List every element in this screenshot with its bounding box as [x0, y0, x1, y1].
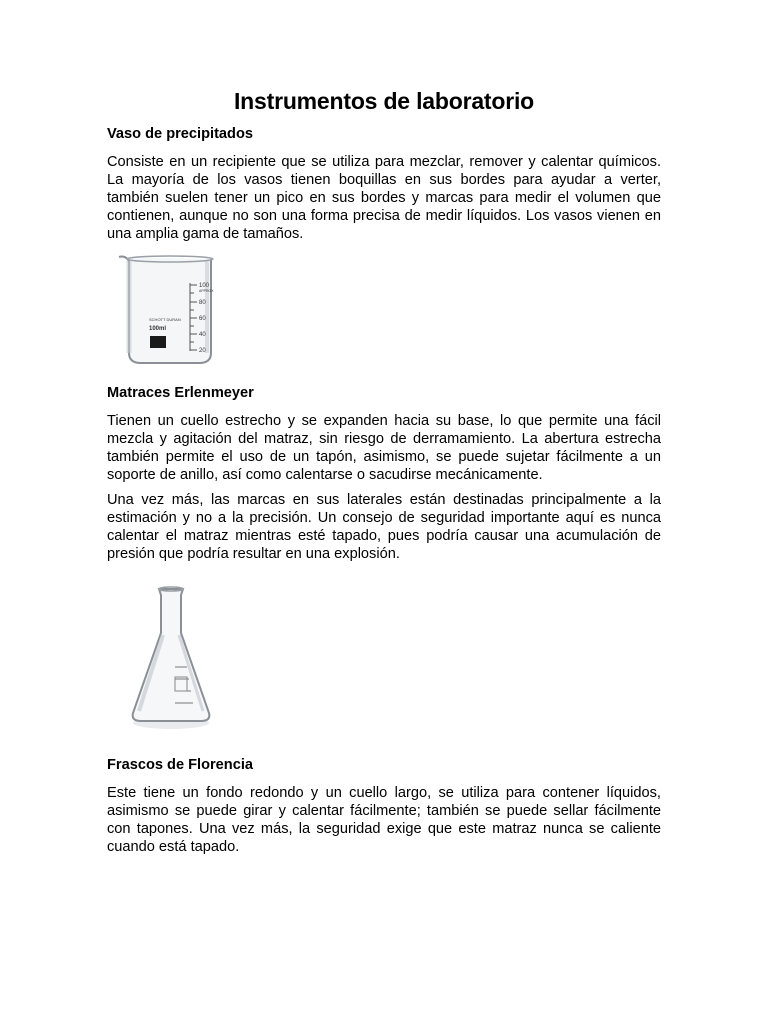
scale-label-40: 40: [199, 332, 206, 338]
beaker-icon: [115, 253, 223, 365]
brand-text: SCHOTT DURAN: [149, 317, 181, 322]
scale-label-60: 60: [199, 316, 206, 322]
section-paragraph: Tienen un cuello estrecho y se expanden hacia su base, lo que permite una fácil mezcla y agitación del matraz, sin riesgo de derramamiento. La abertura estrecha también permite el uso de un tapón, asimismo, se puede sujetar fácilmente a un soporte de anillo, así como calentarse o sacudirse mecánicamente.: [107, 413, 661, 483]
section-heading-erlenmeyer: Matraces Erlenmeyer: [107, 385, 254, 401]
section-heading-vaso: Vaso de precipitados: [107, 126, 253, 142]
section-heading-florencia: Frascos de Florencia: [107, 757, 253, 773]
document-title: Instrumentos de laboratorio: [233, 88, 535, 114]
capacity-label: 100ml: [149, 326, 167, 332]
scale-label-80: 80: [199, 300, 206, 306]
erlenmeyer-image: [129, 585, 213, 735]
section-paragraph: Consiste en un recipiente que se utiliza para mezclar, remover y calentar químicos. La mayoría de los vasos tienen boquillas en sus bordes para ayudar a verter, también suelen tener un pico en sus bordes y marcas para medir el volumen que contienen, aunque no son una forma precisa de medir líquidos. Los vasos vienen en una amplia gama de tamaños.: [107, 154, 661, 242]
beaker-image: [115, 253, 223, 365]
document-page: [107, 88, 661, 863]
section-paragraph: Este tiene un fondo redondo y un cuello largo, se utiliza para contener líquidos, asimismo se puede girar y calentar fácilmente; también se puede sellar fácilmente con tapones. Una vez más, la seguridad exige que este matraz nunca se caliente cuando está tapado.: [107, 785, 661, 855]
scale-label-20: 20: [199, 348, 206, 354]
scale-label-100: 100: [199, 283, 210, 289]
section-paragraph: Una vez más, las marcas en sus laterales están destinadas principalmente a la estimación y no a la precisión. Un consejo de seguridad importante aquí es nunca calentar el matraz mientras esté tapado, pues podría causar una acumulación de presión que podría resultar en una explosión.: [107, 492, 661, 562]
erlenmeyer-flask-icon: [129, 585, 213, 735]
scale-approx-text: APPROX: [199, 289, 214, 293]
